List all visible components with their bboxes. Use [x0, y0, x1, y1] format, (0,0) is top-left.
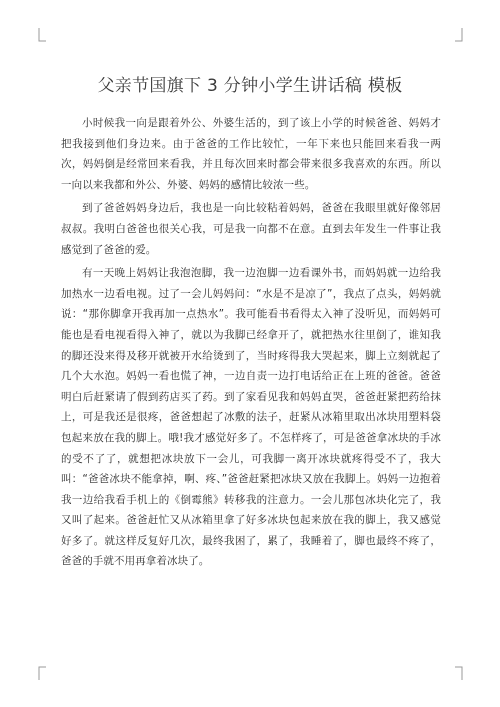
- crop-mark-top-left: [26, 28, 46, 48]
- document-title: 父亲节国旗下 3 分钟小学生讲话稿 模板: [97, 76, 403, 97]
- paragraph-foot-bath-story: 有一天晚上妈妈让我泡泡脚，我一边泡脚一边看课外书，而妈妈就一边给我加热水一边看电视。过了一会儿妈妈问：“水是不是凉了”，我点了点头，妈妈就说：“那你脚拿开我再加一点热水”。我可能看书看得太入神了没听见，而妈妈可能也是看电视看得入神了，就以为我脚已经拿开了，就把热水往里倒了，谁知我的脚还没来得及移开就被开水给烫到了，当时疼得我大哭起来，脚上立刻就起了几个大水泡。妈妈一看也慌了神，一边自责一边打电话给正在上班的爸爸。爸爸明白后赶紧请了假到药店买了药。到了家看见我和妈妈直哭，爸爸赶紧把药给抹上，可是我还是很疼，爸爸想起了冰敷的法子，赶紧从冰箱里取出冰块用塑料袋包起来放在我的脚上。哦!我才感觉好多了。不怎样疼了，可是爸爸拿冰块的手冰的受不了了，就想把冰块放下一会儿，可我脚一离开冰块就疼得受不了，我大叫：“爸爸冰块不能拿掉，啊、疼、”爸爸赶紧把冰块又放在我脚上。妈妈一边抱着我一边给我看手机上的《倒霉熊》转移我的注意力。一会儿那包冰块化完了，我又叫了起来。爸爸赶忙又从冰箱里拿了好多冰块包起来放在我的脚上，我又感觉好多了。就这样反复好几次，最终我困了，累了，我睡着了，脚也最终不疼了，爸爸的手就不用再拿着冰块了。: [61, 267, 441, 568]
- paragraph-with-parents: 到了爸爸妈妈身边后，我也是一向比较粘着妈妈，爸爸在我眼里就好像邻居叔叔。我明白爸爸也很关心我，可是我一向都不在意。直到去年发生一件事让我感觉到了爸爸的爱。: [61, 202, 441, 256]
- crop-mark-bottom-left: [26, 660, 46, 680]
- paragraph-childhood: 小时候我一向是跟着外公、外婆生活的，到了该上小学的时候爸爸、妈妈才把我接到他们身边来。由于爸爸的工作比较忙，一年下来也只能回来看我一两次，妈妈倒是经常回来看我，并且每次回来时都会带来很多我喜欢的东西。所以一向以来我都和外公、外婆、妈妈的感情比较浓一些。: [61, 117, 441, 191]
- document-body: [61, 113, 441, 575]
- crop-mark-top-right: [455, 28, 475, 48]
- crop-mark-bottom-right: [455, 660, 475, 680]
